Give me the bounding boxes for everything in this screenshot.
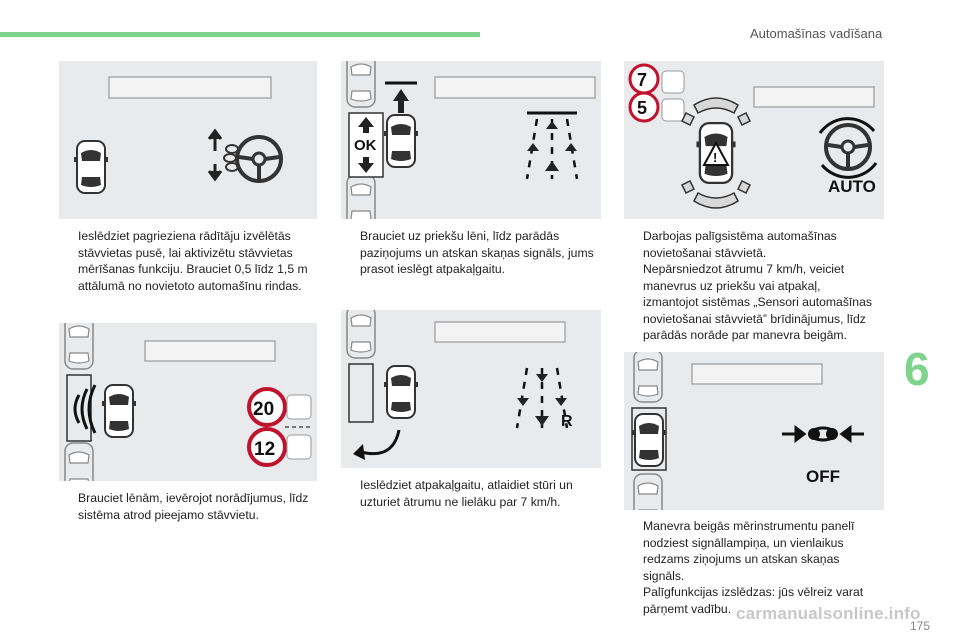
- off-badge: OFF: [806, 467, 840, 486]
- chapter-number: 6: [904, 343, 930, 395]
- auto-badge: AUTO: [828, 177, 876, 196]
- svg-text:12: 12: [254, 439, 276, 460]
- caption-step-6: Manevra beigās mērinstrumentu panelī nodziest signāllampiņa, un vienlaikus redzams ziņojums un atskan skaņas signāls. Palīgfunkcijas izslēdzas: jūs vēlreiz varat pārņemt vadību.: [643, 519, 864, 616]
- illustration-activate-indicator: [59, 61, 317, 219]
- section-title: Automašīnas vadīšana: [750, 26, 883, 41]
- svg-text:5: 5: [637, 98, 648, 118]
- caption-step-3: Darbojas palīgsistēma automašīnas novietošanai stāvvietā. Nepārsniedzot ātrumu 7 km/h, veiciet manevrus uz priekšu vai atpakaļ, izmantojot sistēmas „Sensori automašīnas novietošanai stāvvietā” brīdinājumus, līdz parādās norāde par manevra beigām.: [643, 229, 872, 342]
- ok-badge: OK: [354, 137, 377, 154]
- illustration-reverse: [341, 310, 601, 468]
- steering-wheel-icon: [237, 137, 281, 181]
- illustration-auto-parking: [624, 61, 884, 219]
- arrows-in-icon: [782, 428, 864, 440]
- car-icon: [74, 141, 108, 193]
- steering-wheel-icon: [826, 125, 870, 169]
- svg-text:20: 20: [253, 399, 275, 420]
- caption-step-2: Brauciet uz priekšu lēni, līdz parādās paziņojums un atskan skaņas signāls, jums prasot ieslēgt atpakaļgaitu.: [360, 229, 594, 276]
- reverse-path-icon: [361, 430, 399, 454]
- svg-text:7: 7: [637, 70, 648, 90]
- header-accent-bar: [0, 32, 480, 37]
- forward-arrow-icon: [393, 89, 409, 113]
- caption-step-4: Brauciet lēnām, ievērojot norādījumus, līdz sistēma atrod pieejamo stāvvietu.: [78, 491, 309, 522]
- car-icon: [384, 366, 418, 418]
- arrow-up-icon: [209, 131, 221, 179]
- watermark: carmanualsonline.info: [736, 604, 921, 623]
- sensor-waves-icon: [75, 385, 95, 433]
- caption-step-5: Ieslēdziet atpakaļgaitu, atlaidiet stūri un uzturiet ātrumu ne lielāku par 7 km/h.: [360, 478, 573, 509]
- caption-step-1: Ieslēdziet pagrieziena rādītāju izvēlētās stāvvietas pusē, lai aktivizētu stāvvietas mērīšanas funkciju. Brauciet 0,5 līdz 1,5 m attālumā no novietoto automašīnu rindas.: [78, 229, 308, 293]
- illustration-forward-ok: [341, 61, 601, 219]
- illustration-find-space: [59, 323, 317, 481]
- reverse-gear-badge: R: [561, 413, 573, 430]
- car-icon: [102, 385, 136, 437]
- svg-text:!: !: [713, 150, 718, 165]
- car-icon: [632, 414, 666, 466]
- illustration-off: [624, 352, 884, 510]
- page-number: 175: [910, 619, 931, 633]
- car-icon: [384, 115, 418, 167]
